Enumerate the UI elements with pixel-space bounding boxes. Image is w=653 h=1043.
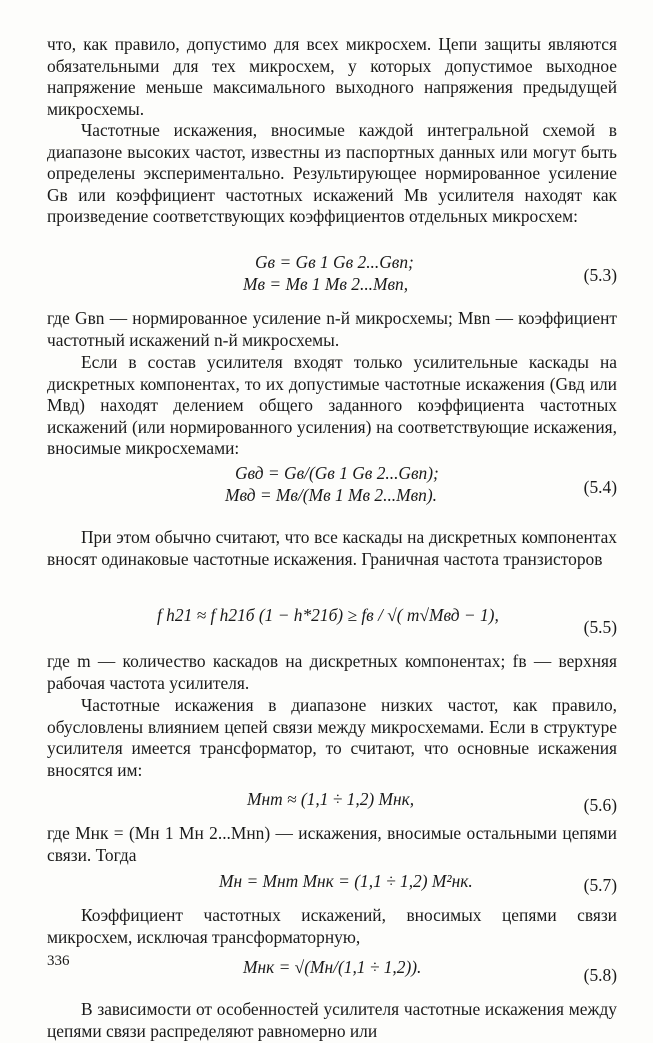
equation-5-5 (47, 605, 617, 651)
equation-5-4-line1: Gвд = Gв/(Gв 1 Gв 2...Gвn); (235, 463, 439, 483)
equation-5-8 (47, 957, 617, 999)
equation-5-8-number: (5.8) (583, 965, 617, 985)
paragraph-10: В зависимости от особенностей усилителя частотные искажения между цепями связи распределяют равномерно или (47, 999, 617, 1041)
equation-5-6-number: (5.6) (583, 795, 617, 815)
paragraph-5: При этом обычно считают, что все каскады на дискретных компонентах вносят одинаковые частотные искажения. Граничная частота транзисторов (47, 527, 617, 569)
paragraph-7: Частотные искажения в диапазоне низких частот, как правило, обусловлены влиянием цепей связи между микросхемами. Если в структуре усилителя имеется трансформатор, то считают, что основные искажения вносятся им: (47, 695, 617, 780)
equation-5-4-line2: Mвд = Mв/(Mв 1 Mв 2...Mвn). (225, 484, 438, 505)
paragraph-2: Частотные искажения, вносимые каждой интегральной схемой в диапазоне высоких частот, известны из паспортных данных или могут быть определены экспериментально. Результирующее нормированное усиление Gв или коэффициент частотных искажений Mв усилителя находят как произведение соответствующих коэффициентов отдельных микросхем: (47, 120, 617, 227)
paragraph-6: где m — количество каскадов на дискретных компонентах; fв — верхняя рабочая частота усилителя. (47, 651, 617, 693)
paragraph-3: где Gвn — нормированное усиление n-й микросхемы; Mвn — коэффициент частотный искажений n-й микросхемы. (47, 308, 617, 350)
equation-5-3-line2: Mв = Mв 1 Mв 2...Mвn, (243, 273, 409, 294)
equation-5-7-line1: Mн = Mнт Mнк = (1,1 ÷ 1,2) M²нк. (219, 871, 473, 891)
paragraph-8: где Mнк = (Mн 1 Mн 2...Mнn) — искажения, вносимые остальными цепями связи. Тогда (47, 823, 617, 865)
equation-5-5-line1: f h21 ≈ f h21б (1 − h*21б) ≥ fв / √( m√Mвд − 1), (157, 605, 499, 625)
page-body (47, 34, 617, 1043)
equation-5-6-line1: Mнт ≈ (1,1 ÷ 1,2) Mнк, (247, 789, 415, 809)
equation-5-3-number: (5.3) (583, 265, 617, 285)
equation-5-4-number: (5.4) (583, 477, 617, 497)
paragraph-4: Если в состав усилителя входят только усилительные каскады на дискретных компонентах, то их допустимые частотные искажения (Gвд или Mвд) находят делением общего заданного коэффициента частотных искажений (или нормированного усиления) на соответствующие искажения, вносимые микросхемами: (47, 352, 617, 459)
equation-5-7-number: (5.7) (583, 875, 617, 895)
page-number: 336 (47, 953, 70, 969)
equation-5-3 (47, 252, 617, 308)
equation-5-7 (47, 871, 617, 905)
paragraph-9: Коэффициент частотных искажений, вносимых цепями связи микросхем, исключая трансформаторную, (47, 905, 617, 947)
equation-5-8-line1: Mнк = √(Mн/(1,1 ÷ 1,2)). (243, 957, 422, 977)
equation-5-5-number: (5.5) (583, 617, 617, 637)
paragraph-1: что, как правило, допустимо для всех микросхем. Цепи защиты являются обязательными для тех микросхем, у которых допустимое выходное напряжение меньше максимального выходного напряжения предыдущей микросхемы. (47, 34, 617, 119)
equation-5-3-line1: Gв = Gв 1 Gв 2...Gвn; (255, 252, 414, 272)
equation-5-4 (47, 463, 617, 521)
equation-5-6 (47, 789, 617, 823)
